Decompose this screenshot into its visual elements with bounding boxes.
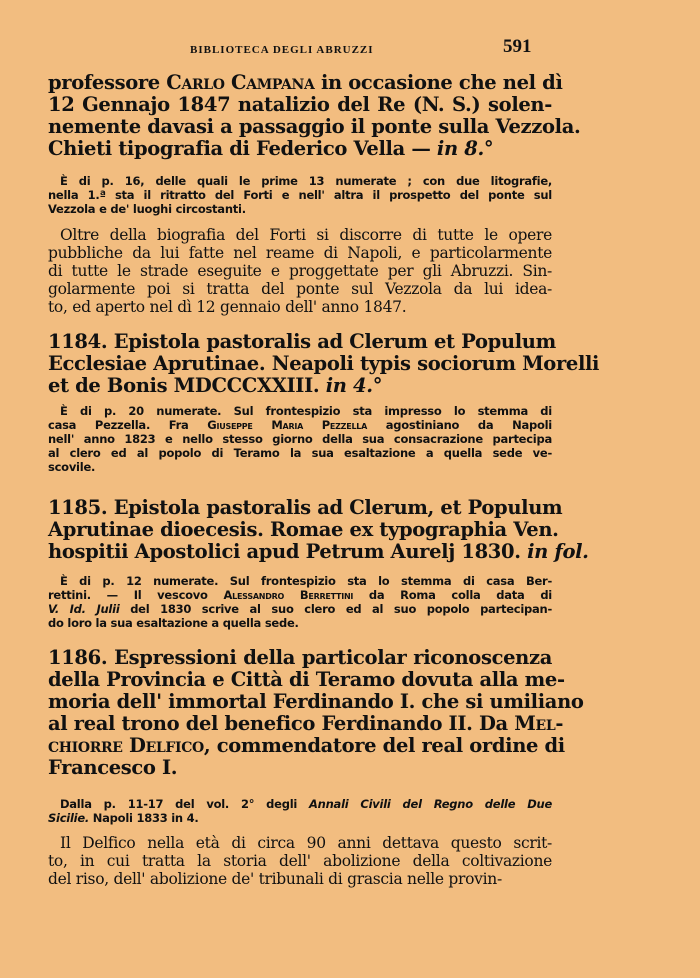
text-run: do loro la sua esaltazione a quella sede. [48,616,299,630]
text-run: et de Bonis MDCCCXXIII. [48,374,326,397]
comment-line [48,244,552,262]
text-run: Il Delfico nella età di circa 90 anni dettava questo scrit- [60,834,552,852]
note-line [48,432,552,446]
italic-run: Sicilie. [48,811,90,825]
text-run: Dalla p. 11-17 del vol. 2° degli [60,797,310,811]
text-run: Ecclesiae Aprutinae. Neapoli typis sociorum Morelli [48,352,600,375]
text-run: della Provincia e Città di Teramo dovuta alla me- [48,668,565,691]
name-small-caps: Mel- [514,712,564,735]
comment-line [60,834,552,852]
text-run: nella 1.ª sta il ritratto del Forti e nell' altra il prospetto del ponte sul [48,188,552,202]
entry-text-line [48,540,589,563]
text-run: Francesco I. [48,756,178,779]
text-run: pubbliche da lui fatte nel reame di Napoli, e particolarmente [48,244,552,262]
entry-text-line [48,71,563,94]
text-run: moria dell' immortal Ferdinando I. che si umiliano [48,690,584,713]
entry-text-line [48,647,552,669]
italic-run: V. Id. Julii [48,602,120,616]
text-run: del 1830 scrive al suo clero ed al suo popolo partecipan- [119,602,552,616]
text-run: to, in cui tratta la storia dell' abolizione della coltivazione [48,852,552,870]
entry-text-line [48,668,565,691]
text-run: 1185. Epistola pastoralis ad Clerum, et Populum [48,496,563,519]
text-run: Oltre della biografia del Forti si discorre di tutte le opere [60,226,552,244]
text-run: to, ed aperto nel dì 12 gennaio dell' anno 1847. [48,298,407,316]
note-line [60,174,552,188]
entry-text-line [48,375,552,397]
entry-text-line [48,330,556,353]
text-run: al clero ed al popolo di Teramo la sua esaltazione a quella sede ve- [48,446,552,460]
note-line [48,811,552,825]
note-line [48,588,552,602]
entry-text-line [48,138,552,160]
note-line [60,574,552,588]
entry-text-line [48,496,563,519]
name-small-caps: Carlo Campana [166,71,315,94]
text-run: da Roma colla data di [353,588,552,602]
text-run: in occasione che nel dì [314,71,563,94]
entry-text-line [48,352,600,375]
note-line [48,188,552,202]
text-run: 1184. Epistola pastoralis ad Clerum et Populum [48,330,556,353]
text-run: nemente davasi a passaggio il ponte sulla Vezzola. [48,115,581,138]
comment-line [60,226,552,244]
note-line [48,602,552,616]
entry-text-line [48,115,581,138]
comment-line [48,870,552,888]
comment-line [48,280,552,298]
note-line [48,418,552,432]
note-line [60,404,552,418]
note-line [48,460,552,474]
text-run: casa Pezzella. Fra [48,418,208,432]
text-run: Napoli 1833 in 4. [89,811,199,825]
comment-line [48,262,552,280]
comment-line [48,852,552,870]
entry-text-line [48,690,584,713]
italic-run: Annali Civili del Regno delle Due [309,797,553,811]
text-run: È di p. 20 numerate. Sul frontespizio sta impresso lo stemma di [60,404,552,418]
text-run: golarmente poi si tratta del ponte sul Vezzola da lui idea- [48,280,552,298]
text-run: al real trono del benefico Ferdinando II. Da [48,712,515,735]
text-run: Vezzola e de' luoghi circostanti. [48,202,246,216]
text-run: professore [48,71,167,94]
entry-text-line [48,757,552,779]
text-run: agostiniano da Napoli [367,418,552,432]
text-run: scovile. [48,460,96,474]
text-run: , commendatore del real ordine di [203,734,565,757]
text-run: hospitii Apostolici apud Petrum Aurelj 1830. [48,540,528,563]
entry-text-line [48,518,559,541]
text-run: 1186. Espressioni della particolar riconoscenza [48,646,552,669]
text-run: È di p. 12 numerate. Sul frontespizio sta lo stemma di casa Ber- [60,574,552,588]
entry-text-line [48,94,552,116]
text-run: Aprutinae dioecesis. Romae ex typographia Ven. [48,518,559,541]
text-run: Chieti tipografia di Federico Vella — [48,137,437,160]
page-number: 591 [503,36,532,57]
text-run: di tutte le strade eseguite e proggettate per gli Abruzzi. Sin- [48,262,552,280]
entry-text-line [48,734,565,757]
entry-text-line [48,712,564,735]
running-title: BIBLIOTECA DEGLI ABRUZZI [190,44,374,56]
text-run: rettini. — Il vescovo [48,588,224,602]
note-line [48,446,552,460]
text-run: 12 Gennajo 1847 natalizio del Re (N. S.) solen- [48,93,552,116]
comment-line [48,298,552,316]
note-line [48,202,552,216]
text-run: del riso, dell' abolizione de' tribunali di grascia nelle provin- [48,870,502,888]
name-small-caps: Giuseppe Maria Pezzella [207,418,368,432]
italic-run: in 8.° [436,137,494,160]
italic-run: in 4.° [325,374,383,397]
text-run: nell' anno 1823 e nello stesso giorno della sua consacrazione partecipa [48,432,552,446]
italic-run: in fol. [527,540,589,563]
text-run: È di p. 16, delle quali le prime 13 numerate ; con due litografie, [60,174,552,188]
note-line [48,616,552,630]
name-small-caps: Alessandro Berrettini [223,588,354,602]
note-line [60,797,552,811]
name-small-caps: chiorre Delfico [48,734,204,757]
